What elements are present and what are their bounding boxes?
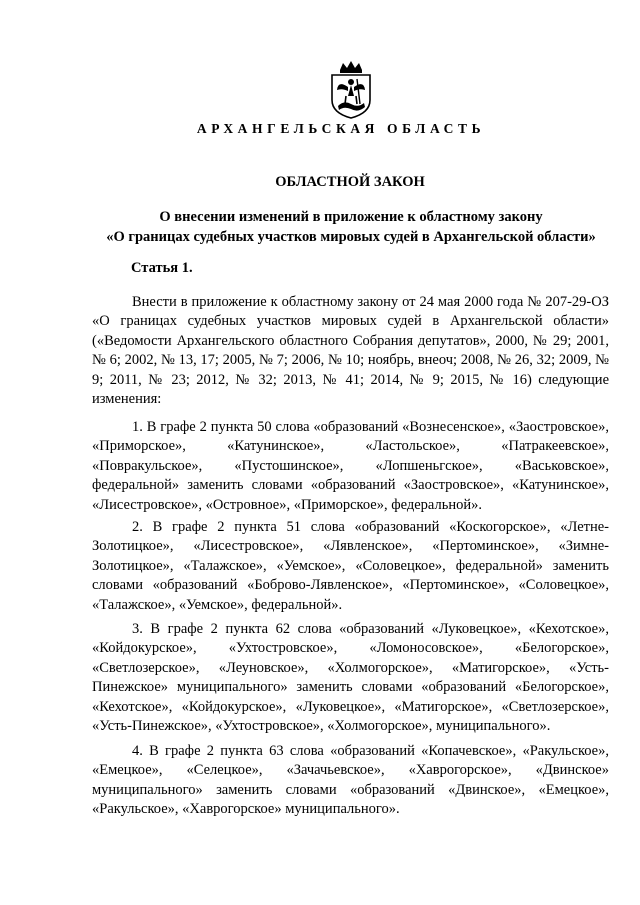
paragraph: 2. В графе 2 пункта 51 слова «образований «Коскогорское», «Летне-Золотицкое», «Лисестровское», «Лявленское», «Пертоминское», «Зимне-Золотицкое», «Талажское», «Уемское», «Соловецкое», федеральной» заменить словами «образований «Боброво-Лявленское», «Пертоминское», «Соловецкое», «Талажское», «Уемское», федеральной». <box>92 519 609 613</box>
coat-of-arms-icon <box>324 60 378 120</box>
document-title <box>92 207 610 247</box>
paragraph: Внести в приложение к областному закону от 24 мая 2000 года № 207-29-ОЗ «О границах судебных участков мировых судей в Архангельской области» («Ведомости Архангельского областного Собрания депутатов», 2000, № 29; 2001, № 6; 2002, № 13, 17; 2005, № 7; 2006, № 10; ноябрь, внеоч; 2008, № 26, 32; 2009, № 9; 2011, № 23; 2012, № 32; 2013, № 41; 2014, № 9; 2015, № 16) следующие изменения: <box>92 294 609 408</box>
article-heading: Статья 1. <box>131 260 193 276</box>
paragraph: 4. В графе 2 пункта 63 слова «образований «Копачевское», «Ракульское», «Емецкое», «Селецкое», «Зачачьевское», «Хаврогорское», «Двинское» муниципального» заменить словами «образований «Двинское», «Емецкое», «Ракульское», «Хаврогорское» муниципального». <box>92 743 609 818</box>
document-type: ОБЛАСТНОЙ ЗАКОН <box>275 174 425 190</box>
document-title-line: «О границах судебных участков мировых судей в Архангельской области» <box>106 229 596 245</box>
paragraph: 1. В графе 2 пункта 50 слова «образований «Вознесенское», «Заостровское», «Приморское», «Катунинское», «Ластольское», «Патракеевское», «Повракульское», «Пустошинское», «Лопшеньгское», «Васьковское», федеральной» заменить словами «образований «Заостровское», «Катунинское», «Лисестровское», «Островное», «Приморское», федеральной». <box>92 419 609 513</box>
paragraph: 3. В графе 2 пункта 62 слова «образований «Луковецкое», «Кехотское», «Койдокурское», «Ухтостровское», «Ломоносовское», «Белогорское», «Светлозерское», «Леуновское», «Холмогорское», «Матигорское», «Усть-Пинежское» муниципального» заменить словами «образований «Белогорское», «Кехотское», «Койдокурское», «Луковецкое», «Матигорское», «Светлозерское», «Усть-Пинежское», «Ухтостровское», «Холмогорское», муниципального». <box>92 621 609 735</box>
region-name: АРХАНГЕЛЬСКАЯ ОБЛАСТЬ <box>196 121 486 136</box>
document-title-line: О внесении изменений в приложение к областному закону <box>159 209 543 225</box>
